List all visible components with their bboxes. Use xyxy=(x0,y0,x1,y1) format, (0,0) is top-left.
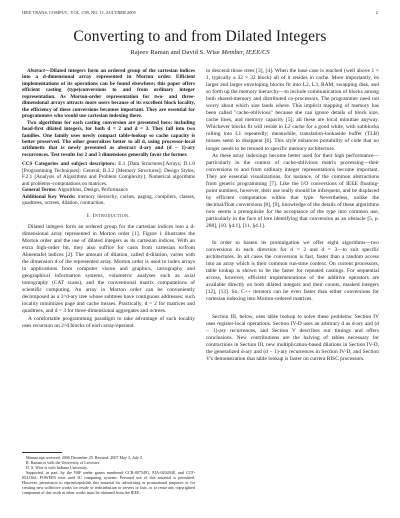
general-terms-label: General Terms: xyxy=(22,187,57,194)
right-column xyxy=(206,68,379,363)
keywords-text: memory hierarchy, caches, paging, compilers, classes, quadtrees, octrees, dilation, contraction. xyxy=(22,193,196,207)
left-column xyxy=(22,68,195,330)
author-line xyxy=(0,49,400,56)
ccs-label: CCS Categories and subject descriptors: xyxy=(22,161,116,168)
footnote-manuscript: Manuscript received: 2006 December 25. Revised: 2007 May 3, July 2. xyxy=(26,454,143,460)
abstract xyxy=(22,68,195,158)
abstract-paragraph-1: —Dilated integers form an ordered group of the cartesian indices into a d-dimensional array represented in Morton order. Efficient implementations of its operations can be found elsewhere; this paper offers efficient casting (type)conversions to and from ordinary integer representation. As Morton-order representation for two- and three-dimensional arrays attracts more users because of its excellent block locality, the efficiency of these conversions becomes important. They are essential for programmers who would use cartesian indexing there. xyxy=(22,68,195,120)
section-heading-introduction: I. Introduction. xyxy=(86,212,131,219)
keywords-label: Additional Key Words: xyxy=(22,193,76,200)
running-head xyxy=(22,10,378,18)
footnotes xyxy=(22,452,195,495)
ccs-categories xyxy=(22,161,195,187)
abstract-lead: Abstract xyxy=(27,68,45,74)
abstract-paragraph-2: Two algorithms for each casting conversion are presented here: including head-first dilated integers, for both d = 2 and d = 3. They fall into two families. One family uses newly compact table-lookup so cache capacity is better preserved. The other generalizes better to all d, using processor-local arithmetic that is newly presented as abstract d-ary and (d − 1)-ary recurrences. Test results for 2 and 3 dimensions generally favor the former. xyxy=(22,119,195,158)
author-role: Member, IEEE/CS xyxy=(221,49,270,56)
right-paragraph-3: In order to hasten its promulgation we offer eight algorithms—two conversions in each direction for d = 2 and d = 3—to suit specific architectures. In all cases the conversion is fast, faster than a random access into an array which is their common run-time context. On current processors, table lookup is shown to be the faster for repeated castings. For sequential access, however, efficient implementations of the additive operators are available directly on both dilated integers and their counts, masked integers [12], [13]. So, C++ iterators can be even faster than either conversions for cartesian indexing into Morton-ordered matrices. xyxy=(206,240,379,303)
general-terms-text: Algorithms, Design, Performance xyxy=(57,187,128,194)
paper-title: Converting to and from Dilated Integers xyxy=(73,28,327,45)
footnote-support: Supported, in part, by the NSF under grants numbered CCR-0073491, EIA-0202048, and CCF-0541364. POWER5 tests used IU computing systems. Personal use of this material is permitted. However, permission to reprint/republish this material for advertising or promotional purposes or for creating new collective works for resale or redistribution to servers or lists, or to reuse any copyrighted component of this work in other works must be obtained from the IEEE. xyxy=(22,469,195,495)
right-paragraph-1: to descend those trees [3], [4]. When the base case is reached (well above 1 × 1, typically a 32 × 32 block) all of it resides in cache. More importantly, its larger and larger enveloping blocks fit into L2, L3, RAM, swapping disk, and so forth up the memory hierarchy—to include communication of blocks among both shared-memory and distributed co-processors. The programmer need not worry about which size lands where. This implicit mapping of memory has been called "cache-oblivious" because she can ignore details of block size, cache lines, and memory capacity [5]; all these are local minutiae anyway. Whichever blocks fit will reside in L2 cache for a good while, with subblocks rolling into L1 repeatedly; meanwhile, translation-lookaside buffer (TLB) misses seem to disappear [6]. This style enhances portability of code that no longer needs to be retuned to specific memory architecture. xyxy=(206,68,379,152)
footnote-rule xyxy=(22,452,62,453)
author-names: Rajeev Raman and David S. Wise xyxy=(130,49,220,56)
footnote-raman: R. Raman is with the University of Leicester. xyxy=(26,459,101,465)
right-paragraph-2: As these array indexings become better used for their high performance—particularly in the context of cache-oblivious matrix processing—their conversions to and from ordinary integer representations become important. They are essential visualizations, for instance, of the common abstractions from generic programming [7]. Like the I/O conversions of IEEE floating-point numbers, however, their use really should be infrequent, and be displaced by efficient computation within that type. Nevertheless, unlike the decimal/float conversions [8], [9], knowledge of the details of these algorithms now seems a prerequisite for the acceptance of the type into common use, particularly in the face of lore identifying that conversion as an obstacle [5, p. 288], [10, §4.1], [11, §4.1]. xyxy=(206,152,379,230)
intro-paragraph-2: A comfortable programming paradigm to take advantage of such locality uses recursion on 2^d blocks of each array/operand xyxy=(22,315,195,329)
journal-citation: IEEE TRANS. COMPUT., VOL. C99, NO. 11, ZULYBER 2005 xyxy=(22,10,136,15)
footnote-wise: D. S. Wise is with Indiana University. xyxy=(26,464,88,470)
right-paragraph-4: Section III, below, uses table lookup to solve these problems: Section IV uses register-local operations. Section IV-D uses an arbitrary d as d-ary and (d − 1)-ary recurrences, and Section V describes our timings and offers conclusions. New contributions are the halving of tables necessary for contractions in Section III, new multiplication-based dilations in Section IV-D, the generalized d-ary and (d − 1)-ary recurrences in Section IV-D, and Section V's demonstration that table lookup is faster on current RISC processors. xyxy=(206,313,379,362)
page-number: 2 xyxy=(375,10,378,15)
ccs-text: E.1 [Data Structures]:Arrays; D.1.0 [Programming Techniques]: General; B.3.2 [Memory Structures]: Design Styles; F.2.1 [Analysis of Algorithms and Problem Complexity]: Numerical algorithms and problems–computations on matrices. xyxy=(22,161,195,187)
keywords xyxy=(22,194,195,207)
intro-paragraph-1: Dilated integers form an ordered group for the cartesian indices into a d-dimensional array represented in Morton order [1]. Figure 1 illustrates the Morton order and the use of dilated integers as its cartesian indices. With an extra high-order bit, they also suffice for casts from cartesian to/from Ahnentafel indices [2]. The amount of dilation, called d-dilation, varies with the dimension d of the represented array. Morton order is used to index arrays in applications from computer vision and graphics, cartography and geographical information systems, volumetric analyses such as axial tomography (CAT scans), and the conventional matrix computations of scientific computing. An array in Morton order can be conveniently decomposed as a 2^d-ary tree whose subtrees have contiguous addresses; such locality minimizes page and cache misses. Practically, d = 2 for matrices and quadtrees, and d = 3 for three-dimensional aggregates and octrees. xyxy=(22,223,195,315)
